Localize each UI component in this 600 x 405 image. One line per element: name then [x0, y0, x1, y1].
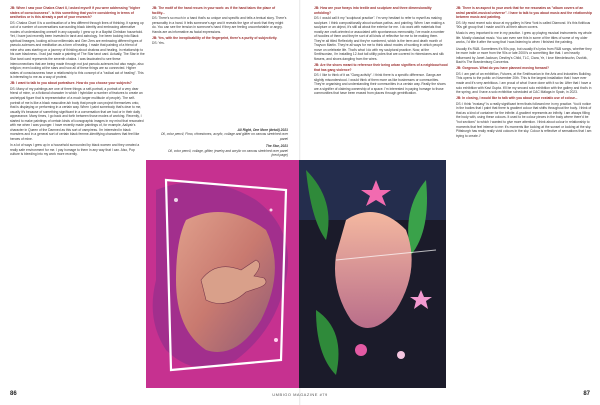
interview-answer: Usually it's R&B. Sometimes it's 90s pop, but usually it's lyrics from R&B songs, whether they be more indie or more from the 90s or late 2000's or something like that. I am heavily influenced by Janet Jackson, Destiny's Child, TLC, Ciara, Ye, I love Mendelssohn, Dvořák, Bach's The Brandenburg Concertos.	[456, 46, 592, 65]
interview-answer: DS: I like to think of it as "Gang activity". I think there is a specific difference. Gangs are slightly misunderstood. I would think of them more as like businesses or communities. They're organising and understanding their communities in a certain way. Really the shoes are a signifier of claiming ownership of a space. I'm interested in paying homage to those communities that have been erased from places through gentrification.	[314, 73, 446, 96]
magazine-title: UMBIGO MAGAZINE #79	[272, 392, 328, 397]
caption-1-title: All Right, One More (detail) 2021	[237, 128, 288, 132]
interview-question: JB: When I saw your Chakra Chart II, I asked myself if you were addressing "higher states of consciousness". Is this something that you're considering in terms of aesthetics or is this already a part of your research?	[10, 6, 141, 20]
interview-answer: DS: I am part of an exhibition, Futures, at the Smithsonian in the Arts and Industries Building. This opens to the public on November 20th. This is the largest installation that I have ever made and it's very ambitious. I am proud of what I have done with it so far. After that I have a solo exhibition with Kavi Gupta. It'll be my second solo exhibition with the gallery and that's in the spring, and I have a solo exhibition scheduled at CAC Málaga in Spain, in 2023.	[456, 71, 592, 95]
interview-answer: DS: Yes.	[152, 41, 165, 46]
interview-answer: DS: There's so much in a hand that's so unique and specific and tells a textual story. There's personality in a hand. It tells someone's age and it reveals the type of work that they might do. You can see the tension in someone's hand if they are feeling uncomfortable or angry. Hands are as informative as facial expressions.	[152, 16, 287, 34]
interview-answer: DS: Many of my paintings are one of three things: a self-portrait, a portrait of a very dear friend of mine, or a fictional character in which I hybridize a number of features to create an archetypal figure that is representative of a much larger multitude of people). The self-portrait of me is like a black masculine-ish body that people can project themselves onto, that is displaying or performing in a certain way. When I paint somebody that's dear to me, usually it's because of something significant in a conversation that we had or in their daily appearance. Many times, I go back and forth between those modes of working. Recently, I started to make paintings of certain kinds of iconographic images in my mind that resonated with me when I was younger. I have recently made paintings of, for example, Aaliyah's character in Queen of the Damned as this sort of vampiress. I'm interested in black monsters and in a general sort of certain black femme-identifying characters that feel like heroes of mine.	[10, 86, 144, 141]
caption-2-title: The Star, 2021	[265, 144, 288, 149]
interview-answer: DS: Chakra Chart II is a continuation of a few different through lines of thinking. It sprang up out of a number of conversations surrounding black identity and embracing alternative modes of understanding oneself in any capacity. I grew up in a Baptist Christian household. Yet, I have just recently been invested in tarot and astrology. I've been looking into Black spiritual lineages, looking at how millennials and Gen Zers are embracing different types of pseudo-sciences and meditation as a form of healing. I made that painting of a friend of mine who was starting on a journey of thinking about chakras and healing, in relationship to his own blackness. I had just made a painting of The Star tarot card. Actually, The Star in the Star tarot card represents the seventh chakra. I was fascinated to see these interconnections that are being made through not just pseudo-sciences but also magic, also religion; even looking at the stars and how all of these things are so connected. Higher states of consciousness have a relationship to this concept of a "radical act of healing". This is interesting to me as a way of protest.	[10, 20, 145, 80]
interview-question: JB: In closing, I would like to talk with you about your ecstatic use of colour...	[456, 96, 578, 101]
interview-column-2	[152, 6, 287, 126]
interview-column-1	[10, 6, 145, 390]
artwork-captions	[160, 128, 288, 160]
interview-question: JB: Gorgeous. What do you have planned moving forward?	[456, 66, 550, 71]
interview-question: JB: There is an aspect to your work that for me resonates as "album covers of an astral parallel-musical universe". I have to talk to you about music and the relationship between music and painting.	[456, 6, 592, 20]
caption-2-body: Oil, color pencil, collage, glitter, jewelry and acrylic on canvas stretched over panel (next page)	[167, 148, 288, 158]
caption-1-body: Oil, color pencil, Fimo, rhinestones, acrylic, collage and glitter on canvas stretched over panel	[160, 132, 288, 141]
page-number-right: 87	[583, 391, 590, 397]
artwork-image	[146, 160, 446, 388]
interview-answer: DS: I think "ecstasy" is a really significant term thats followed me in my practice. You'd notice in the bodies that I paint that there is gradient colour that shifts throughout the body. I think of that as a kind of container for the infinite. A gradient represents an infinity. I am always filling the body with, using these colours. It used to be colour pieces in the body where there'd be "hot sections" to which I wanted to give more attention. I think about colour in relationship to moments that feel intense to me: it's moments like looking at the sunset or looking at the sky. Pittsburgh has really really vivid colours in the sky. Colour is reflective of sensations that I am trying to create //	[456, 101, 592, 138]
interview-column-4	[456, 6, 592, 390]
interview-question: JB: The motif of the hand recurs in your work: as if the hand takes the place of facility...	[152, 6, 276, 15]
interview-question: JB: Are the shoes meant to reference their being urban signifiers of a neighbourhood that has gang violence?	[314, 63, 448, 72]
interview-question: JB: How are your forays into textile and sculpture and three dimensionality unfolding?	[314, 6, 432, 15]
interview-answer: DS: My most recent solo show at my gallery in New York is called Diamond. It's this fictitious '90s girl group that I made and it's all their album covers.	[456, 20, 591, 30]
interview-answer: DS: I would call it my "sculptural practice". I'm very hesitant to refer to myself as making sculpture. I think compositionally about surface-patina- and painting. When I am making a sculpture or an object, it's still all about the exterior for me. I do work with materials that mostly are craft-oriented or associated with spontaneous memorably. I've made a number of hoodies of them and they're sort of all kinds of reflective for me to be making them. They're all titled Reflexivity and they're numbered, which is the term and death month of Trayvon Martin. They're all ways for me to think about modes of working in which people move on celebrate life. That's what I do with my sculptural practice. Now, at the Smithsonian, I'm installing 12-foot tall utility poles that are covered in rhinestones and silk flowers, and shoes dangling from the wires.	[314, 16, 445, 62]
interview-column-3	[314, 6, 448, 146]
interview-question: JB: I want to talk to you about portraiture. How do you choose your subjects?	[10, 81, 132, 86]
interview-answer: Music is very important to me in my practice. I grew up playing musical instruments my whole life. Mostly classical music. You can even see this in some of the titles of some of my older works, I'd title it after the song that I was listening to when I finished the painting.	[456, 31, 592, 45]
page-number-left: 86	[10, 391, 17, 397]
interview-answer: In a lot of ways I grew up in a household surrounded by black women and they created a really safe environment for me. I pay homage to them in any way that I can. Also, Pop culture is bleeding into my work more recently.	[10, 143, 140, 157]
interview-question: JB: Yes, with the inexplicability of the fingerprint, there's a purity of subjectivity.	[152, 35, 278, 40]
